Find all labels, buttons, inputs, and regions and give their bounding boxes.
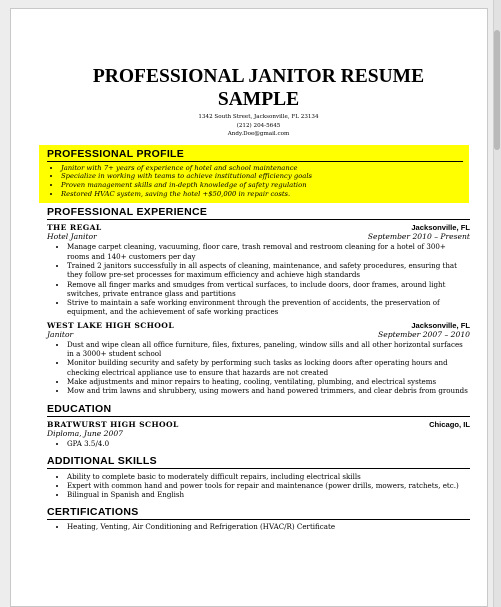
school-location: Chicago, IL xyxy=(429,420,470,430)
job-bullet: • Strive to maintain a safe working environment through the prevention of accidents, the preservation of equipment, and the achievement of safe working practices xyxy=(67,298,470,317)
experience-heading: PROFESSIONAL EXPERIENCE xyxy=(47,206,470,220)
profile-heading: PROFESSIONAL PROFILE xyxy=(47,148,463,162)
job-location: Jacksonville, FL xyxy=(411,223,470,233)
job-location: Jacksonville, FL xyxy=(411,320,470,330)
education-heading: EDUCATION xyxy=(47,403,470,417)
job-bullets xyxy=(47,340,470,396)
certifications-heading: CERTIFICATIONS xyxy=(47,506,470,520)
school-name: BRATWURST HIGH SCHOOL xyxy=(47,420,179,430)
diploma: Diploma, June 2007 xyxy=(47,429,123,439)
scrollbar-thumb[interactable] xyxy=(494,30,500,150)
contact-block xyxy=(47,113,470,139)
profile-item: • Proven management skills and in-depth knowledge of safety regulation xyxy=(61,181,463,190)
skill-item: • Bilingual in Spanish and English xyxy=(67,490,470,499)
certifications-list xyxy=(47,522,470,531)
job-bullet: • Dust and wipe clean all office furniture, files, fixtures, paneling, window sills and all other horizontal surfaces in a 3000+ student school xyxy=(67,340,470,359)
job-role: Hotel Janitor xyxy=(47,232,97,242)
resume-title xyxy=(47,65,470,111)
skills-heading: ADDITIONAL SKILLS xyxy=(47,455,470,469)
job-bullet: • Trained 2 janitors successfully in all aspects of cleaning, maintenance, and safety procedures, ensuring that they follow pre-set processes for maximum efficiency and achieve high standards xyxy=(67,261,470,280)
job-entry xyxy=(47,223,470,316)
job-bullet: • Mow and trim lawns and shrubbery, using mowers and hand powered trimmers, and clear debris from grounds xyxy=(67,386,470,395)
email: Andy.Doe@gmail.com xyxy=(227,131,290,137)
job-bullet: • Make adjustments and minor repairs to heating, cooling, ventilating, plumbing, and electrical systems xyxy=(67,377,470,386)
job-bullet: • Monitor building security and safety by performing such tasks as locking doors after operating hours and checking electrical appliance use to ensure that hazards are not created xyxy=(67,358,470,377)
profile-item: • Specialize in working with teams to achieve institutional efficiency goals xyxy=(61,172,463,181)
skills-list xyxy=(47,472,470,500)
job-role: Janitor xyxy=(47,329,74,339)
skills-section xyxy=(47,455,470,500)
job-bullet: • Remove all finger marks and smudges from vertical surfaces, to include doors, door frames, around light switches, private entrance glass and partitions xyxy=(67,280,470,299)
experience-section xyxy=(47,206,470,395)
skill-item: • Expert with common hand and power tools for repair and maintenance (power drills, mowers, ratchets, etc.) xyxy=(67,481,470,490)
job-bullet: • Manage carpet cleaning, vacuuming, floor care, trash removal and restroom cleaning for a hotel of 300+ rooms and 140+ customers per day xyxy=(67,242,470,261)
phone: (212) 204-5645 xyxy=(236,122,281,129)
job-dates: September 2010 – Present xyxy=(367,232,470,242)
title-line-2: SAMPLE xyxy=(217,89,300,110)
title-line-1: PROFESSIONAL JANITOR RESUME xyxy=(92,66,425,87)
job-entry xyxy=(47,321,470,396)
profile-item: • Restored HVAC system, saving the hotel +$50,000 in repair costs. xyxy=(61,190,463,199)
profile-item: • Janitor with 7+ years of experience of hotel and school maintenance xyxy=(61,164,463,173)
profile-list xyxy=(47,164,463,199)
job-bullets xyxy=(47,242,470,316)
job-org: WEST LAKE HIGH SCHOOL xyxy=(47,320,175,330)
vertical-scrollbar[interactable] xyxy=(493,0,501,607)
education-section xyxy=(47,403,470,448)
address: 1342 South Street, Jacksonville, FL 23134 xyxy=(198,114,319,120)
education-bullets xyxy=(47,439,470,448)
skill-item: • Ability to complete basic to moderately difficult repairs, including electrical skills xyxy=(67,472,470,481)
document-page xyxy=(10,8,488,607)
gpa: • GPA 3.5/4.0 xyxy=(67,439,470,448)
certifications-section xyxy=(47,506,470,531)
profile-section xyxy=(39,145,469,204)
certification-item: • Heating, Venting, Air Conditioning and Refrigeration (HVAC/R) Certificate xyxy=(67,522,470,531)
resume-content xyxy=(47,65,470,531)
job-org: THE REGAL xyxy=(47,223,102,233)
job-dates: September 2007 – 2010 xyxy=(378,329,470,339)
